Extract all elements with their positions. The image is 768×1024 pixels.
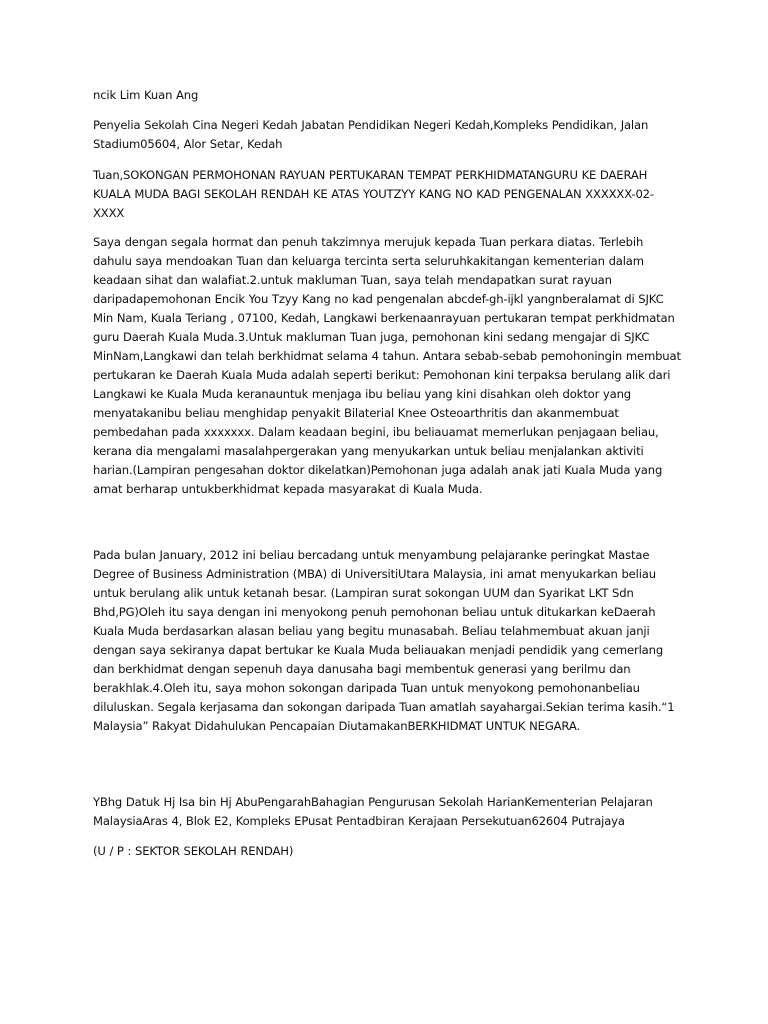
letter-page [93, 86, 683, 861]
body-paragraph-1: Saya dengan segala hormat dan penuh takzimnya merujuk kepada Tuan perkara diatas. Terlebih dahulu saya mendoakan Tuan dan keluarga tercinta serta seluruhkakitangan kementerian dalam keadaan sihat dan walafiat.2.untuk makluman Tuan, saya telah mendapatkan surat rayuan daripadapemohonan Encik You Tzyy Kang no kad pengenalan abcdef-gh-ijkl yangnberalamat di SJKC Min Nam, Kuala Teriang , 07100, Kedah, Langkawi berkenaanrayuan pertukaran tempat perkhidmatan guru Daerah Kuala Muda.3.Untuk makluman Tuan juga, pemohonan kini sedang mengajar di SJKC MinNam,Langkawi dan telah berkhidmat selama 4 tahun. Antara sebab-sebab pemohoningin membuat pertukaran ke Daerah Kuala Muda adalah seperti berikut: Pemohonan kini terpaksa berulang alik dari Langkawi ke Kuala Muda keranauntuk menjaga ibu beliau yang kini disahkan oleh doktor yang menyatakanibu beliau menghidap penyakit Bilaterial Knee Osteoarthritis dan akanmembuat pembedahan pada xxxxxxx. Dalam keadaan begini, ibu beliauamat memerlukan penjagaan beliau, kerana dia mengalami masalahpergerakan yang menyukarkan untuk beliau menjalankan aktiviti harian.(Lampiran pengesahan doktor dikelatkan)Pemohonan juga adalah anak jati Kuala Muda yang amat berharap untukberkhidmat kepada masyarakat di Kuala Muda. [93, 235, 681, 496]
letter-subject: Tuan,SOKONGAN PERMOHONAN RAYUAN PERTUKARAN TEMPAT PERKHIDMATANGURU KE DAERAH KUALA MUDA BAGI SEKOLAH RENDAH KE ATAS YOUTZYY KANG NO KAD PENGENALAN XXXXXX-02-XXXX [93, 168, 654, 220]
body-paragraph-2: Pada bulan January, 2012 ini beliau bercadang untuk menyambung pelajaranke peringkat Mastae Degree of Business Administration (MBA) di UniversitiUtara Malaysia, ini amat menyukarkan beliau untuk berulang alik untuk ketanah besar. (Lampiran surat sokongan UUM dan Syarikat LKT Sdn Bhd,PG)Oleh itu saya dengan ini menyokong penuh pemohonan beliau untuk ditukarkan keDaerah Kuala Muda berdasarkan alasan beliau yang begitu munasabah. Beliau telahmembuat akuan janji dengan saya sekiranya dapat bertukar ke Kuala Muda beliauakan menjadi pendidik yang cemerlang dan berkhidmat dengan sepenuh daya danusaha bagi membentuk generasi yang berilmu dan berakhlak.4.Oleh itu, saya mohon sokongan daripada Tuan untuk menyokong pemohonanbeliau diluluskan. Segala kerjasama dan sokongan daripada Tuan amatlah sayahargai.Sekian terima kasih.“1 Malaysia” Rakyat Didahulukan Pencapaian DiutamakanBERKHIDMAT UNTUK NEGARA. [93, 548, 675, 733]
recipient-address: Penyelia Sekolah Cina Negeri Kedah Jabatan Pendidikan Negeri Kedah,Kompleks Pendidikan, Jalan Stadium05604, Alor Setar, Kedah [93, 118, 649, 151]
cc-recipient: YBhg Datuk Hj Isa bin Hj AbuPengarahBahagian Pengurusan Sekolah HarianKementerian Pelajaran MalaysiaAras 4, Blok E2, Kompleks EPusat Pentadbiran Kerajaan Persekutuan62604 Putrajaya [93, 795, 653, 828]
sender-name: ncik Lim Kuan Ang [93, 88, 199, 102]
footer-note: (U / P : SEKTOR SEKOLAH RENDAH) [93, 844, 294, 858]
